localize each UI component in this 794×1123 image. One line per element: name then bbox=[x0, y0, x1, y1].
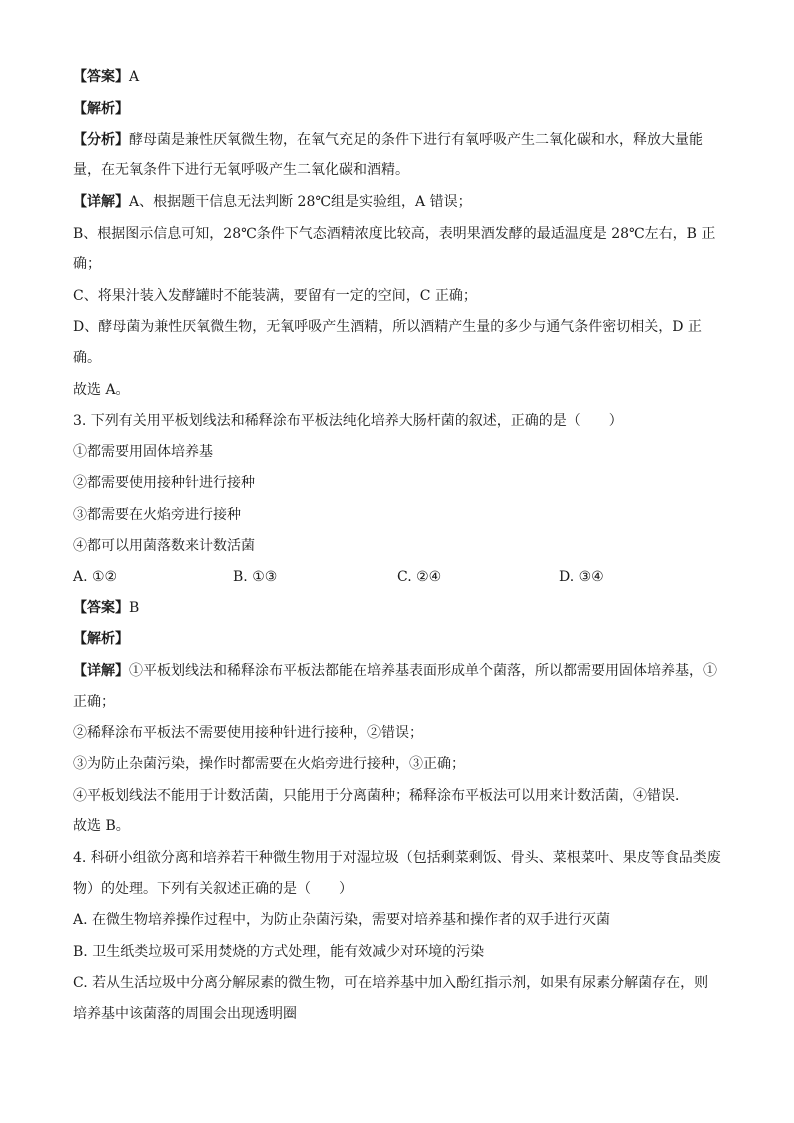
detail-line-d-1: D、酵母菌为兼性厌氧微生物，无氧呼吸产生酒精，所以酒精产生量的多少与通气条件密切相关，D 正 bbox=[73, 319, 702, 335]
question-3-option-b: B. ①③ bbox=[233, 569, 278, 585]
detail-text: A、根据题干信息无法判断 28℃组是实验组，A 错误； bbox=[129, 194, 472, 210]
answer-tag: 【答案】 bbox=[73, 600, 129, 616]
question-3-stem: 3. 下列有关用平板划线法和稀释涂布平板法纯化培养大肠杆菌的叙述，正确的是（ ） bbox=[73, 413, 623, 429]
analysis-tag: 【解析】 bbox=[73, 101, 129, 117]
answer-line-q3 bbox=[73, 598, 733, 618]
detail-line-b-1: B、根据图示信息可知，28℃条件下气态酒精浓度比较高，表明果酒发酵的最适温度是 28℃左右，B 正 bbox=[73, 226, 716, 242]
question-4-stem-1: 4. 科研小组欲分离和培养若干种微生物用于对湿垃圾（包括剩菜剩饭、骨头、菜根菜叶、果皮等食品类废 bbox=[73, 850, 721, 866]
conclusion-q2: 故选 A。 bbox=[73, 382, 130, 398]
question-3-option-d: D. ③④ bbox=[559, 569, 604, 585]
analysis-heading-q2 bbox=[73, 99, 733, 119]
question-4-option-a: A. 在微生物培养操作过程中，为防止杂菌污染，需要对培养基和操作者的双手进行灭菌 bbox=[73, 912, 611, 928]
q3-detail-line-3: ③为防止杂菌污染，操作时都需要在火焰旁进行接种，③正确； bbox=[73, 756, 465, 772]
question-3-option-c: C. ②④ bbox=[397, 569, 442, 585]
detail-text: ①平板划线法和稀释涂布平板法都能在培养基表面形成单个菌落，所以都需要用固体培养基，① bbox=[129, 663, 717, 679]
question-3-option-a: A. ①② bbox=[73, 569, 118, 585]
fenxi-text: 酵母菌是兼性厌氧微生物，在氧气充足的条件下进行有氧呼吸产生二氧化碳和水，释放大量能 bbox=[129, 132, 703, 148]
question-3-item-1: ①都需要用固体培养基 bbox=[73, 444, 213, 460]
question-3-item-2: ②都需要使用接种针进行接种 bbox=[73, 475, 255, 491]
q3-detail-line-2: ②稀释涂布平板法不需要使用接种针进行接种，②错误； bbox=[73, 725, 423, 741]
conclusion-q3: 故选 B。 bbox=[73, 818, 130, 834]
detail-tag: 【详解】 bbox=[73, 194, 129, 210]
detail-line-c: C、将果汁装入发酵罐时不能装满，要留有一定的空间，C 正确； bbox=[73, 288, 477, 304]
detail-line-d-2: 确。 bbox=[73, 350, 101, 366]
fenxi-line-2: 量，在无氧条件下进行无氧呼吸产生二氧化碳和酒精。 bbox=[73, 162, 409, 178]
detail-line-a bbox=[73, 192, 733, 212]
question-4-option-c-2: 培养基中该菌落的周围会出现透明圈 bbox=[73, 1006, 297, 1022]
question-3-item-3: ③都需要在火焰旁进行接种 bbox=[73, 507, 241, 523]
analysis-heading-q3 bbox=[73, 629, 733, 649]
answer-line-q2 bbox=[73, 67, 733, 87]
q3-detail-line-1b: 正确； bbox=[73, 694, 115, 710]
answer-value: A bbox=[129, 69, 140, 85]
detail-line-b-2: 确； bbox=[73, 256, 101, 272]
question-4-option-b: B. 卫生纸类垃圾可采用焚烧的方式处理，能有效减少对环境的污染 bbox=[73, 944, 485, 960]
q3-detail-line-4: ④平板划线法不能用于计数活菌，只能用于分离菌种；稀释涂布平板法可以用来计数活菌，④错误． bbox=[73, 788, 689, 804]
q3-detail-line-1 bbox=[73, 661, 733, 681]
analysis-tag: 【解析】 bbox=[73, 631, 129, 647]
fenxi-line-1 bbox=[73, 130, 733, 150]
fenxi-tag: 【分析】 bbox=[73, 132, 129, 148]
question-4-stem-2: 物）的处理。下列有关叙述正确的是（ ） bbox=[73, 881, 353, 897]
question-4-option-c-1: C. 若从生活垃圾中分离分解尿素的微生物，可在培养基中加入酚红指示剂，如果有尿素分解菌存在，则 bbox=[73, 975, 709, 991]
question-3-item-4: ④都可以用菌落数来计数活菌 bbox=[73, 538, 255, 554]
answer-value: B bbox=[129, 600, 140, 616]
detail-tag: 【详解】 bbox=[73, 663, 129, 679]
answer-tag: 【答案】 bbox=[73, 69, 129, 85]
